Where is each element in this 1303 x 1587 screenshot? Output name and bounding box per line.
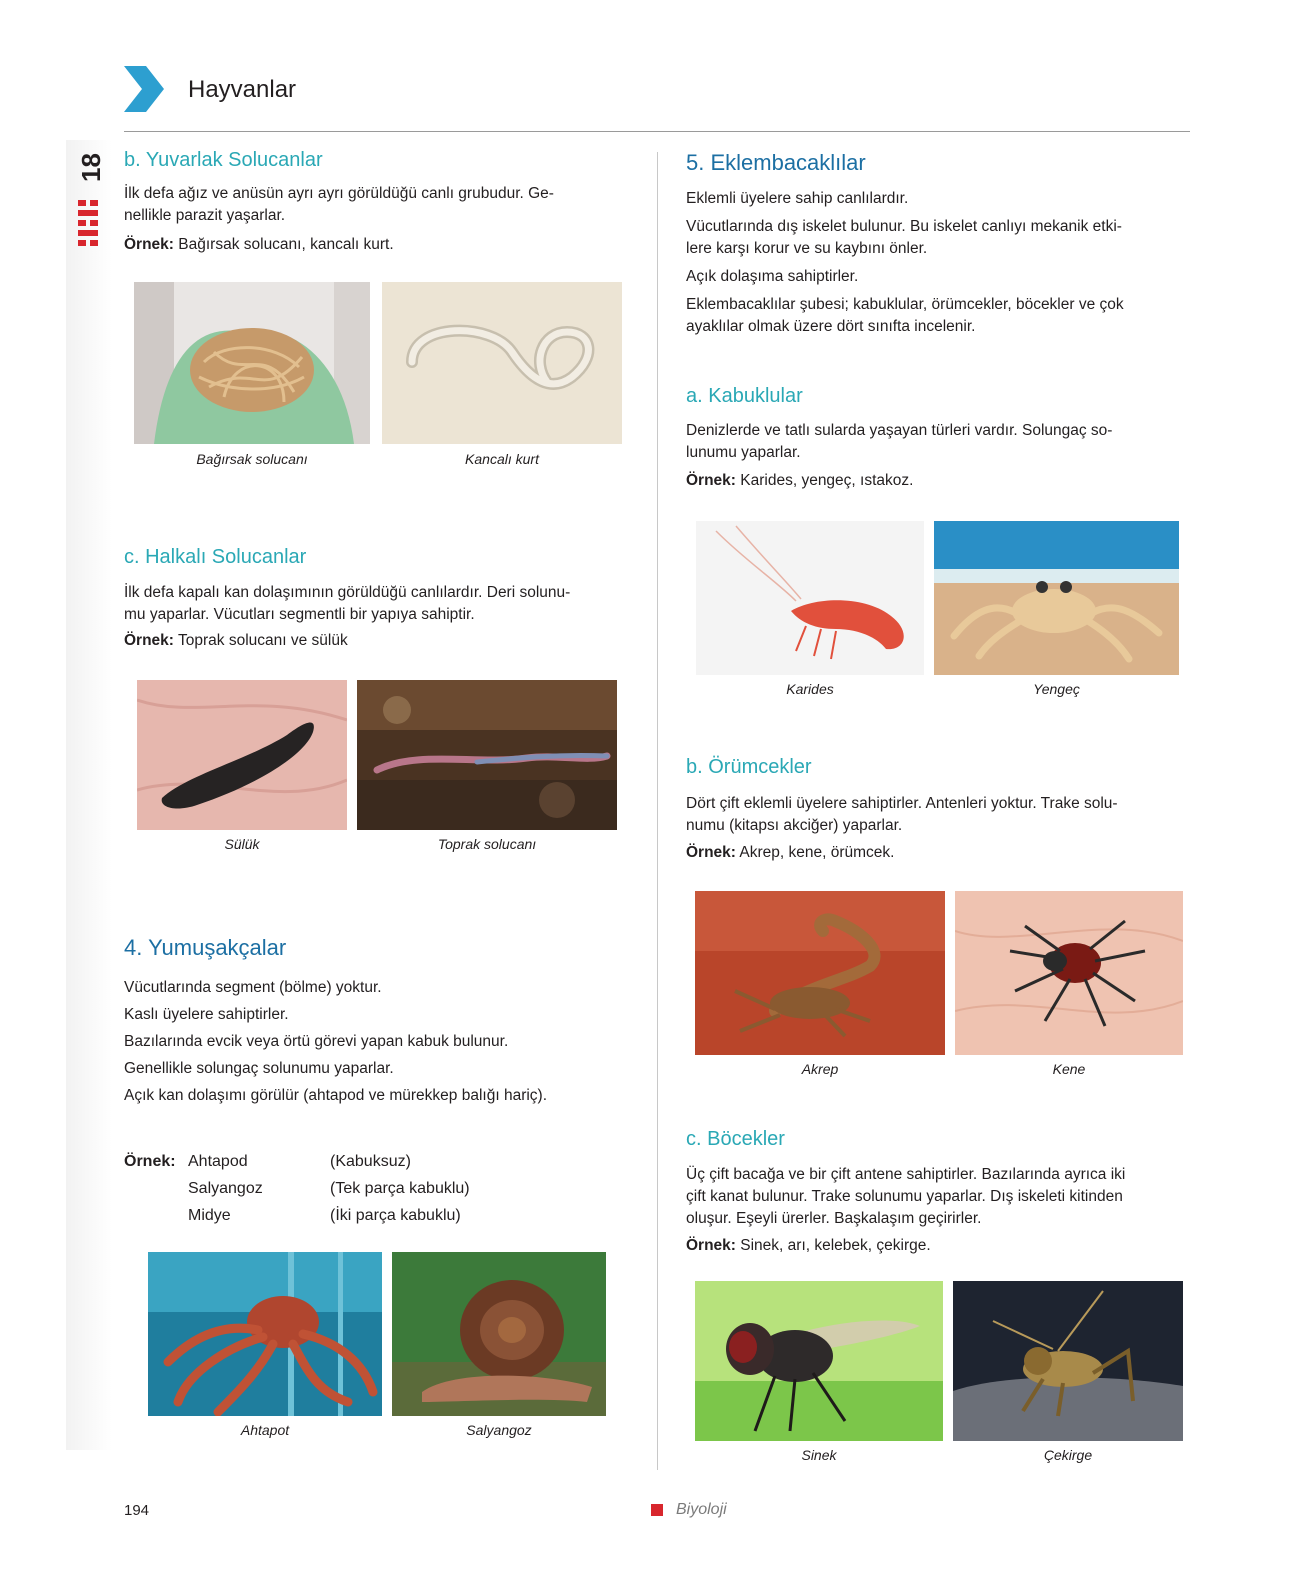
text-line: çift kanat bulunur. Trake solunumu yaparlar. Dış iskeleti kitinden [686, 1188, 1123, 1205]
photo-sinek [695, 1281, 943, 1441]
heading-bocekler: c. Böcekler [686, 1128, 785, 1150]
photo-kancali-kurt [382, 282, 622, 444]
photo-cekirge [953, 1281, 1183, 1441]
paragraph-halkali [124, 582, 639, 626]
paragraph-orumcekler [686, 793, 1191, 837]
photo-yengec [934, 521, 1179, 675]
paragraph-eklembacaklilar [686, 188, 1191, 338]
example-name: Ahtapod [188, 1153, 248, 1170]
paragraph-bocekler [686, 1164, 1196, 1230]
text-line: Eklembacaklılar şubesi; kabuklular, örümcekler, böcekler ve çok [686, 296, 1124, 313]
caption: Toprak solucanı [437, 836, 537, 852]
text-line: Açık kan dolaşımı görülür (ahtapod ve mürekkep balığı hariç). [124, 1087, 548, 1104]
photo-salyangoz [392, 1252, 606, 1416]
photo-kene [955, 891, 1183, 1055]
example-yuvarlak [124, 234, 394, 256]
caption: Kancalı kurt [465, 451, 539, 467]
text-line: Denizlerde ve tatlı sularda yaşayan türleri vardır. Solungaç so- [686, 422, 1113, 439]
text-line: Genellikle solungaç solunumu yaparlar. [124, 1060, 394, 1077]
subject-marker [651, 1504, 663, 1516]
example-label [124, 1148, 176, 1175]
side-strip [66, 140, 112, 1450]
header-rule [124, 131, 1190, 132]
subject-label: Biyoloji [676, 1501, 727, 1518]
example-label-text: Örnek: [124, 1153, 176, 1170]
example-note: (Tek parça kabuklu) [330, 1180, 470, 1197]
chevron-icon [124, 66, 164, 112]
example-bocekler [686, 1235, 931, 1257]
photo-ahtapot [148, 1252, 382, 1416]
photo-akrep [695, 891, 945, 1055]
paragraph-kabuklular [686, 420, 1191, 464]
paragraph-yumusakcalar [124, 974, 644, 1109]
text-line: lunumu yaparlar. [686, 444, 801, 461]
caption: Sülük [224, 836, 260, 852]
text-line: mu yaparlar. Vücutları segmentli bir yapıya sahiptir. [124, 606, 475, 623]
text-line: ayaklılar olmak üzere dört sınıfta incelenir. [686, 318, 976, 335]
caption: Sinek [801, 1447, 837, 1463]
text-line: numu (kitapsı akciğer) yaparlar. [686, 817, 903, 834]
text-line: Açık dolaşıma sahiptirler. [686, 268, 859, 285]
caption: Karides [786, 681, 834, 697]
brand-logo [72, 150, 106, 260]
page-number: 194 [124, 1502, 150, 1519]
example-text: Bağırsak solucanı, kancalı kurt. [173, 236, 394, 253]
caption: Ahtapot [240, 1422, 290, 1438]
example-label: Örnek: [124, 236, 174, 253]
example-label: Örnek: [686, 844, 736, 861]
heading-yumusakcalar: 4. Yumuşakçalar [124, 935, 287, 960]
example-text: Sinek, arı, kelebek, çekirge. [735, 1237, 931, 1254]
caption: Bağırsak solucanı [196, 451, 308, 467]
caption: Kene [1052, 1061, 1086, 1077]
heading-kabuklular: a. Kabuklular [686, 385, 803, 407]
heading-eklembacaklilar: 5. Eklembacaklılar [686, 150, 866, 175]
photo-karides [696, 521, 924, 675]
text-line: Bazılarında evcik veya örtü görevi yapan kabuk bulunur. [124, 1033, 509, 1050]
example-note-list [330, 1148, 470, 1229]
caption: Akrep [801, 1061, 839, 1077]
example-kabuklular [686, 470, 913, 492]
example-note: (Kabuksuz) [330, 1153, 411, 1170]
example-label: Örnek: [124, 632, 174, 649]
example-name: Salyangoz [188, 1180, 263, 1197]
example-text: Toprak solucanı ve sülük [173, 632, 348, 649]
photo-suluk [137, 680, 347, 830]
text-line: Vücutlarında dış iskelet bulunur. Bu iskelet canlıyı mekanik etki- [686, 218, 1122, 235]
brand-number: 18 [76, 153, 106, 182]
paragraph-yuvarlak [124, 183, 639, 227]
text-line: Kaslı üyelere sahiptirler. [124, 1006, 289, 1023]
text-line: nellikle parazit yaşarlar. [124, 207, 286, 224]
text-line: lere karşı korur ve su kaybını önler. [686, 240, 928, 257]
example-note: (İki parça kabuklu) [330, 1207, 461, 1224]
text-line: Vücutlarında segment (bölme) yoktur. [124, 979, 382, 996]
text-line: İlk defa kapalı kan dolaşımının görüldüğü canlılardır. Deri solunu- [124, 584, 571, 601]
example-text: Akrep, kene, örümcek. [735, 844, 895, 861]
example-name: Midye [188, 1207, 231, 1224]
example-name-list [188, 1148, 263, 1229]
caption: Çekirge [1043, 1447, 1093, 1463]
text-line: İlk defa ağız ve anüsün ayrı ayrı görüldüğü canlı grubudur. Ge- [124, 185, 554, 202]
caption: Yengeç [1033, 681, 1080, 697]
text-line: Eklemli üyelere sahip canlılardır. [686, 190, 909, 207]
text-line: Üç çift bacağa ve bir çift antene sahiptirler. Bazılarında ayrıca iki [686, 1166, 1126, 1183]
example-orumcekler [686, 842, 895, 864]
example-text: Karides, yengeç, ıstakoz. [735, 472, 914, 489]
text-line: oluşur. Eşeyli ürerler. Başkalaşım geçirirler. [686, 1210, 982, 1227]
heading-yuvarlak-solucanlar: b. Yuvarlak Solucanlar [124, 149, 323, 171]
page-title: Hayvanlar [188, 76, 297, 103]
column-divider [657, 152, 658, 1470]
example-label: Örnek: [686, 1237, 736, 1254]
heading-orumcekler: b. Örümcekler [686, 756, 812, 778]
text-line: Dört çift eklemli üyelere sahiptirler. Antenleri yoktur. Trake solu- [686, 795, 1118, 812]
photo-bagirsak-solucani [134, 282, 370, 444]
caption: Salyangoz [466, 1422, 532, 1438]
heading-halkali-solucanlar: c. Halkalı Solucanlar [124, 546, 307, 568]
example-halkali [124, 630, 348, 652]
photo-toprak-solucani [357, 680, 617, 830]
example-label: Örnek: [686, 472, 736, 489]
